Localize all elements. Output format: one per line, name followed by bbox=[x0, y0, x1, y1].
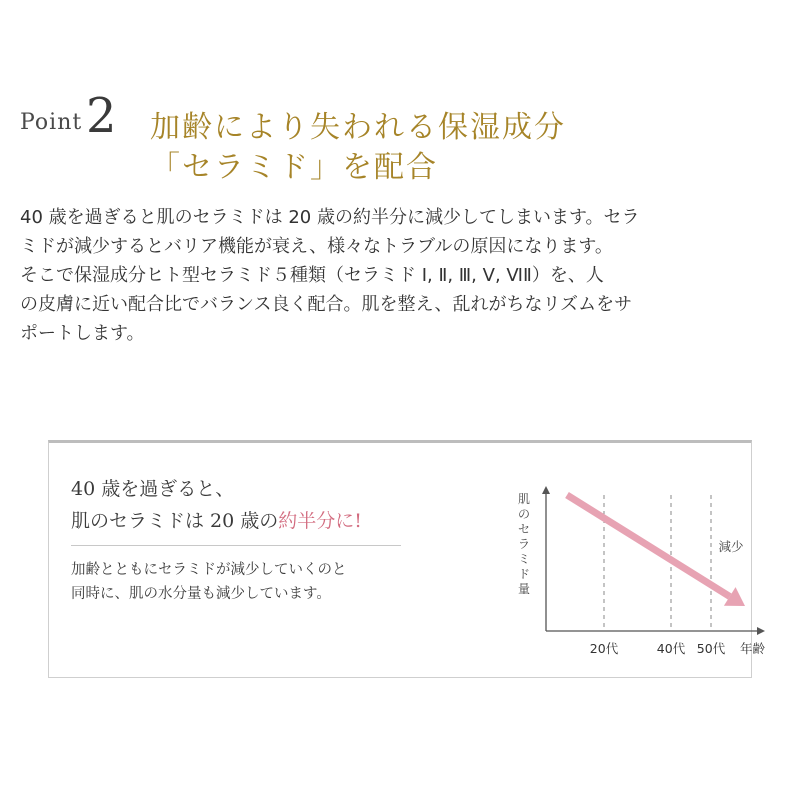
y-axis-label-char: 肌 bbox=[517, 492, 531, 506]
y-axis-arrowhead bbox=[542, 486, 550, 494]
y-axis-label-char: の bbox=[517, 507, 531, 521]
y-axis-label-char: ラ bbox=[517, 537, 531, 551]
body-paragraph bbox=[20, 203, 780, 348]
panel-heading-accent: 約半分に! bbox=[278, 510, 362, 532]
panel-note bbox=[71, 558, 347, 606]
body-line: 40 歳を過ぎると肌のセラミドは 20 歳の約半分に減少してしまいます。セラ bbox=[20, 207, 640, 228]
panel-note-line-2: 同時に、肌の水分量も減少しています。 bbox=[71, 586, 331, 602]
x-tick-label: 50代 bbox=[696, 641, 726, 656]
body-line: ミドが減少するとバリア機能が衰え、様々なトラブルの原因になります。 bbox=[20, 236, 613, 257]
ceramide-chart bbox=[449, 451, 765, 676]
y-axis-label-char: ミ bbox=[517, 552, 531, 566]
point-label: Point bbox=[20, 110, 83, 135]
x-tick-label: 40代 bbox=[656, 641, 686, 656]
body-line: ポートします。 bbox=[20, 323, 145, 344]
panel-heading bbox=[71, 473, 362, 537]
info-panel bbox=[48, 440, 765, 678]
panel-heading-prefix: 肌のセラミドは 20 歳の bbox=[71, 510, 279, 532]
y-axis-label-char: 量 bbox=[517, 582, 531, 596]
panel-heading-line-1: 40 歳を過ぎると、 bbox=[71, 478, 235, 500]
section-title-line-2: 「セラミド」を配合 bbox=[150, 150, 438, 185]
panel-note-line-1: 加齢とともにセラミドが減少していくのと bbox=[71, 562, 347, 578]
y-axis-label-char: ド bbox=[517, 567, 531, 581]
y-axis-label-char: セ bbox=[517, 522, 531, 536]
x-tick-label: 20代 bbox=[589, 641, 619, 656]
x-axis-arrowhead bbox=[757, 627, 765, 635]
point-number: 2 bbox=[86, 88, 117, 144]
section-title bbox=[150, 108, 566, 188]
section-title-line-1: 加齢により失われる保湿成分 bbox=[150, 110, 566, 145]
trend-line bbox=[567, 495, 730, 596]
body-line: の皮膚に近い配合比でバランス良く配合。肌を整え、乱れがちなリズムをサ bbox=[20, 294, 633, 315]
x-axis-label: 年齢 bbox=[739, 641, 765, 656]
body-line: そこで保湿成分ヒト型セラミド５種類（セラミド Ⅰ, Ⅱ, Ⅲ, Ⅴ, ⅥⅡ）を、人 bbox=[20, 265, 604, 286]
panel-divider bbox=[71, 545, 401, 546]
trend-annotation: 減少 bbox=[718, 539, 744, 554]
ceramide-chart-svg bbox=[449, 451, 765, 676]
panel-heading-line-2 bbox=[71, 505, 362, 537]
